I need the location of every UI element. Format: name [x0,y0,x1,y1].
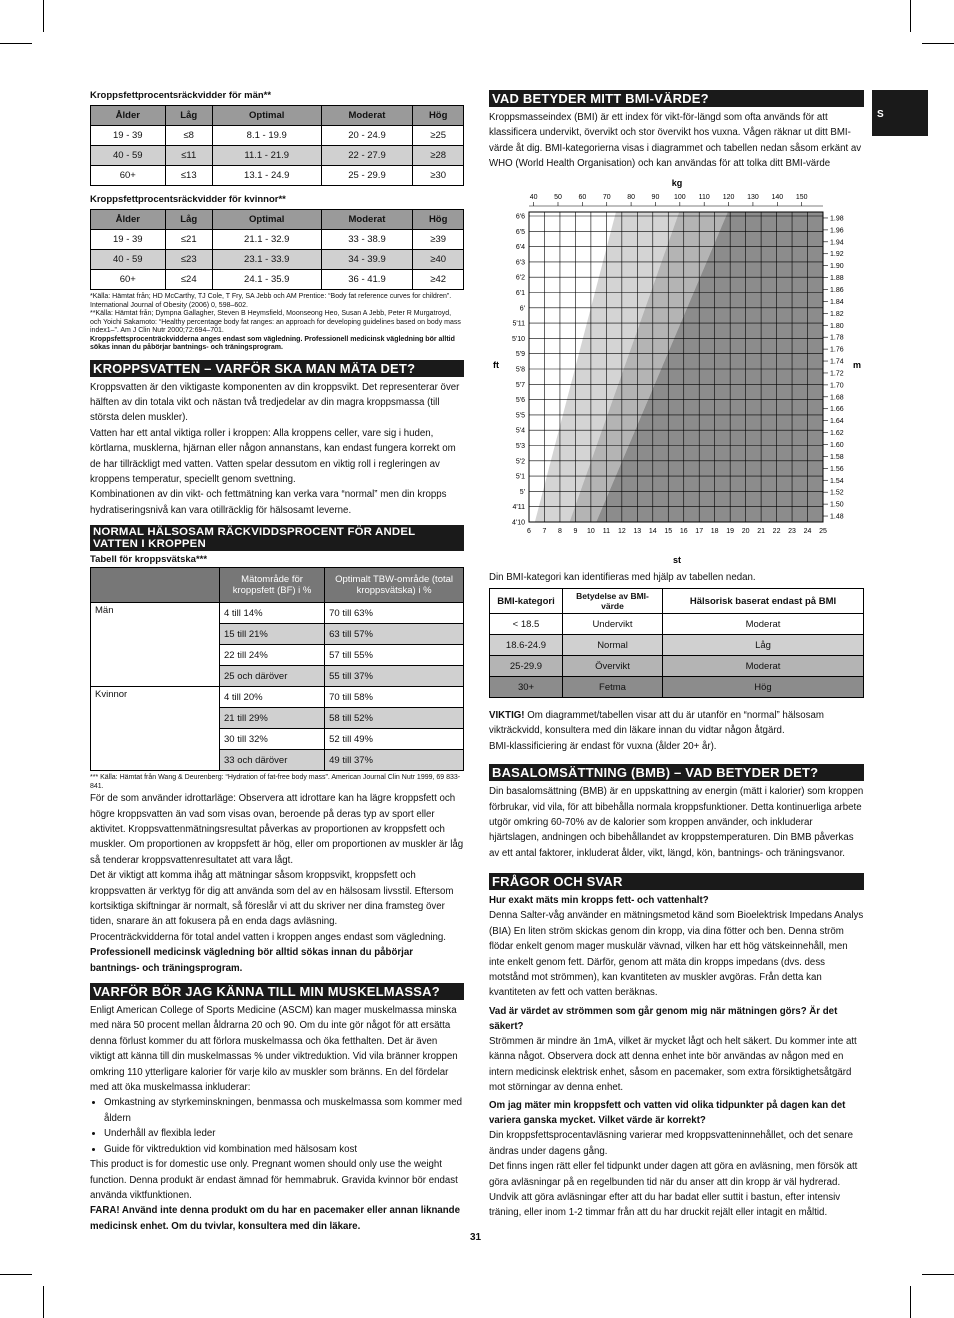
kg-tick-label: 60 [578,193,587,201]
table-cell: 60+ [91,166,166,186]
table-header: Mätområde för kroppsfett (BF) i % [220,568,325,603]
table-header: Hög [413,210,464,230]
m-tick-label: 1.50 [830,501,844,509]
bmi-chart [489,176,864,568]
m-tick-label: 1.88 [830,274,844,282]
kg-tick-label: 130 [747,193,759,201]
ft-tick-label: 5'9 [515,350,525,358]
table-row [91,230,464,250]
table-cell: ≤24 [165,270,212,290]
row-label-women: Kvinnor [91,687,220,771]
table-cell: ≤8 [165,126,212,146]
table-cell: 40 - 59 [91,146,166,166]
table-cell: 52 till 49% [325,729,464,750]
list-item: • Underhåll av flexibla leder [104,1126,464,1141]
paragraph: Din basalomsättning (BMB) är en uppskattning av energin (mätt i kalorier) som kroppen förbrukar, vid vila, för att bibehålla normala kroppsfunktioner. Detta kontinuerliga arbete utgör omkring 60-70% av de kalorier som kroppen använder, och inkluderar hjärtslagen, andningen och bibehållandet av kroppstemperaturen. Din BMB påverkas av ett antal faktorer, inkluderat ålder, vikt, längd, kön, bantnings- och träningsvanor. [489,786,864,859]
table-header: Optimalt TBW-område (total kroppsvätska) i % [325,568,464,603]
table-cell: 34 - 39.9 [321,250,413,270]
table-header [91,568,220,603]
ft-tick-label: 6'5 [515,228,525,236]
table-cell: 55 till 37% [325,666,464,687]
st-tick-label: 13 [633,527,642,535]
table-cell: 19 - 39 [91,126,166,146]
table-row [91,270,464,290]
body-fluid-table [90,567,464,771]
table-cell: 21 till 29% [220,708,325,729]
st-tick-label: 24 [803,527,812,535]
table-cell: Moderat [663,614,864,635]
m-axis-label: m [853,359,862,370]
table-header: Låg [165,210,212,230]
list-item: • Guide för viktreduktion vid kombination med hälsosam kost [104,1142,464,1157]
women-table-caption: Kroppsfettprocentsräckvidder för kvinnor** [90,194,286,205]
m-tick-label: 1.64 [830,417,844,425]
page-number: 31 [470,1232,482,1243]
ft-tick-label: 6' [519,304,525,312]
m-tick-label: 1.76 [830,346,844,354]
ft-tick-label: 5'4 [515,427,525,435]
table-cell: Fetma [563,677,663,698]
table-cell: 4 till 14% [220,603,325,624]
bold-paragraph: Professionell medicinsk vägledning bör alltid sökas innan du påbörjar bantnings- och träningsprogram. [90,947,413,974]
bmi-table [489,588,864,698]
paragraph: This product is for domestic use only. Pregnant women should only use the weight function. Denna produkt är endast ämnad för hemmabruk. Gravida kvinnor bör endast använda viktfunktionen. [90,1159,458,1201]
table-cell: ≤13 [165,166,212,186]
row-label-men: Män [91,603,220,687]
table-row [490,635,864,656]
table-cell: 8.1 - 19.9 [212,126,321,146]
table-cell: ≤21 [165,230,212,250]
language-tab-label: S [877,109,884,120]
men-table-caption: Kroppsfettprocentsräckvidder för män** [90,90,272,101]
ft-tick-label: 6'3 [515,259,525,267]
table-header: Betydelse av BMI-värde [563,589,663,614]
table-cell: 36 - 41.9 [321,270,413,290]
ft-tick-label: 5'2 [515,457,525,465]
crop-mark [0,43,32,44]
table-row [91,126,464,146]
table-cell: 63 till 57% [325,624,464,645]
m-tick-label: 1.58 [830,453,844,461]
table-header: Moderat [321,106,413,126]
ft-tick-label: 6'4 [515,243,525,251]
m-tick-label: 1.56 [830,465,844,473]
table-cell: 57 till 55% [325,645,464,666]
ft-tick-label: 4'10 [511,519,525,527]
paragraph: För de som använder idrottarläge: Observera att idrottare kan ha lägre kroppsfett och högre kroppsvatten än vad som visas ovan, beroende på deras typ av sport eller aktivitet. Kroppsvattenmätningsresultat påverkas av proportionen av kroppsfett och muskler. Om proportionen av kroppsfett är hög, eller om proportionen av muskler är låg så tenderar kroppsvattenresultatet att vara lågt. [90,793,464,866]
paragraph: Enligt American College of Sports Medicine (ASCM) kan mager muskelmassa minska med nära 50 procent mellan åldrarna 20 och 90. Om du inte gör något för att ersätta denna förlust kommer du att förlora muskelmassa och öka fetthalten. Det är även viktigt att känna till din muskelmassas % under viktreduktion. Vid vila bränner kroppen omkring 110 ytterligare kalorier för varje kilo av muskler som bränns. En del fördelar med att öka muskelmassa inkluderar: [90,1005,458,1094]
left-column [90,88,464,1234]
st-tick-label: 6 [527,527,531,535]
kg-tick-label: 140 [771,193,784,201]
m-tick-label: 1.82 [830,310,844,318]
m-tick-label: 1.98 [830,215,844,223]
kg-tick-label: 50 [554,193,562,201]
st-tick-label: 19 [726,527,735,535]
table-header: BMI-kategori [490,589,563,614]
paragraph: Procenträckvidderna för total andel vatten i kroppen anges endast som vägledning. [90,931,446,943]
m-tick-label: 1.54 [830,477,844,485]
kg-tick-label: 90 [651,193,660,201]
table-cell: Undervikt [563,614,663,635]
section-heading: VAD BETYDER MITT BMI-VÄRDE? [489,90,864,107]
faq-answer: Strömmen är mindre än 1mA, vilket är mycket lågt och helt säkert. Du kommer inte att känna något. Observera dock att denna enhet inte bör användas av någon med en intern medicinsk elektrisk enhet, såsom en pacemaker, som extra försiktighetsåtgärd mot störningar av denna enhet. [489,1035,857,1093]
ft-tick-label: 5'1 [515,473,525,481]
table-cell: ≥42 [413,270,464,290]
m-tick-label: 1.96 [830,227,844,235]
paragraph: Kroppsmasseindex (BMI) är ett index för vikt-för-längd som ofta används för att klassificera undervikt, övervikt och stor övervikt hos vuxna. Vågen räknar ut ditt BMI-värde åt dig. BMI-kategorierna visas i diagrammet och tabellen nedan såsom erkänt av WHO (World Health Organisation) och kan användas för att tolka ditt BMI-värde [489,112,862,170]
table-cell: 19 - 39 [91,230,166,250]
st-tick-label: 10 [586,527,595,535]
crop-mark [910,1286,911,1318]
ft-tick-label: 5'3 [515,442,525,450]
ft-tick-label: 5'7 [515,381,525,389]
kg-tick-label: 100 [673,193,686,201]
st-axis-label: st [672,554,682,565]
paragraph: Kombinationen av din vikt- och fettmätning kan verka vara “normal” men din kropps hydratiseringsnivå kan vara otillräcklig för hälsosamt leverne. [90,489,447,516]
ft-tick-label: 5'10 [511,335,525,343]
right-column [489,88,864,1221]
m-tick-label: 1.92 [830,250,844,258]
section-heading: BASALOMSÄTTNING (BMB) – VAD BETYDER DET? [489,764,864,781]
st-tick-label: 17 [695,527,704,535]
st-tick-label: 11 [602,527,611,535]
m-tick-label: 1.66 [830,405,844,413]
ft-tick-label: 4'11 [512,503,525,511]
faq-question: Hur exakt mäts min kropps fett- och vattenhalt? [489,895,709,907]
table-header: Optimal [212,106,321,126]
m-tick-label: 1.62 [830,429,844,437]
m-tick-label: 1.52 [830,489,844,497]
table-header: Ålder [91,210,166,230]
ft-tick-label: 5'6 [515,396,525,404]
table-cell: 11.1 - 21.9 [212,146,321,166]
table-cell: 15 till 21% [220,624,325,645]
table-row [490,614,864,635]
st-tick-label: 7 [542,527,547,535]
table-cell: 21.1 - 32.9 [212,230,321,250]
table-cell: ≥25 [413,126,464,146]
important-text: Om diagrammet/tabellen visar att du är utanför en “normal” hälsosam vikträckvidd, konsultera med din läkare innan du vidtar någon åtgärd. [489,710,824,737]
ft-tick-label: 5' [519,488,525,496]
m-tick-label: 1.86 [830,286,844,294]
kg-tick-label: 120 [722,193,735,201]
table-cell: 30 till 32% [220,729,325,750]
table-header: Hög [413,106,464,126]
women-bodyfat-table [90,209,464,290]
table-cell: 25 - 29.9 [321,166,413,186]
table-cell: Låg [663,635,864,656]
table-row [91,166,464,186]
footnote: *Källa: Hämtat från; HD McCarthy, TJ Cole, T Fry, SA Jebb och AM Prentice: “Body fat reference curves for children”. International Journal of Obesity (2006) 0, 598–602. [90,293,452,309]
kg-tick-label: 150 [795,193,808,201]
paragraph: Kroppsvatten är den viktigaste komponenten av din kroppsvikt. Det representerar över hälften av din totala vikt och nästan två tredjedelar av din magra kroppsmassa (till största delen muskler). [90,381,460,424]
section-heading: NORMAL HÄLSOSAM RÄCKVIDDSPROCENT FÖR ANDEL VATTEN I KROPPEN [90,525,464,551]
st-tick-label: 8 [557,527,562,535]
table-cell: Normal [563,635,663,656]
section-heading: FRÅGOR OCH SVAR [489,873,864,890]
footnote: **Källa: Hämtat från; Dympna Gallagher, Steven B Heymsfield, Moonseong Heo, Susan A Jebb, Peter R Murgatroyd, och Yoichi Sakamoto: “Healthy percentage body fat ranges: an approach for developing guidelines based on body mass index1–”. Am J Clin Nutr 2000;72:694–701. [90,310,461,334]
kg-axis-label: kg [671,177,683,188]
table-cell: 24.1 - 35.9 [212,270,321,290]
ft-tick-label: 5'8 [515,366,525,374]
m-tick-label: 1.80 [830,322,844,330]
crop-mark [43,1286,44,1318]
m-tick-label: 1.68 [830,393,844,401]
men-bodyfat-table [90,105,464,186]
table-cell: 18.6-24.9 [490,635,563,656]
table-cell: 25-29.9 [490,656,563,677]
table-cell: ≥39 [413,230,464,250]
footnote-bold: Kroppsfettsprocenträckvidderna anges endast som vägledning. Professionell medicinsk vägledning bör alltid sökas innan du påbörjar bantnings- och träningsprogram. [90,335,455,351]
m-tick-label: 1.48 [830,513,844,521]
st-tick-label: 20 [741,527,750,535]
faq-answer: Denna Salter-våg använder en mätningsmetod känd som Bioelektrisk Impedans Analys (BIA) En liten ström skickas genom din kropp, via dina fötter och ben. Denna ström flödar enkelt genom mager muskulär vävnad, vilken har ett hög vätskeinnehåll, men inte enkelt genom fett. Därför, genom att mäta din kropps impedans (dvs. dess motstånd mot strömmen), kan kvantiteten av muskler avgöras. Från detta kan kvantiteten av fett och vatten beräknas. [489,910,864,999]
table-cell: 22 till 24% [220,645,325,666]
table-cell: 25 och däröver [220,666,325,687]
fluid-table-caption: Tabell för kroppsvätska*** [90,554,208,566]
table-cell: 20 - 24.9 [321,126,413,146]
m-tick-label: 1.94 [830,238,844,246]
table-cell: 30+ [490,677,563,698]
crop-mark [910,0,911,32]
m-tick-label: 1.84 [830,298,844,306]
section-heading: VARFÖR BÖR JAG KÄNNA TILL MIN MUSKELMASSA? [90,983,464,1000]
table-cell: 60+ [91,270,166,290]
st-tick-label: 21 [757,527,766,535]
table-cell: ≥30 [413,166,464,186]
table-cell: < 18.5 [490,614,563,635]
kg-tick-label: 70 [602,193,611,201]
paragraph: BMI-klassificiering är endast för vuxna (ålder 20+ år). [489,740,717,752]
ft-tick-label: 6'1 [515,289,525,297]
table-row [91,250,464,270]
kg-tick-label: 110 [698,193,710,201]
table-cell: ≤11 [165,146,212,166]
table-row [91,603,464,624]
faq-question: Vad är värdet av strömmen som går genom mig när mätningen görs? Är det säkert? [489,1005,838,1032]
warning-paragraph: FARA! Använd inte denna produkt om du har en pacemaker eller annan liknande medicinsk enhet. Om du tvivlar, konsultera med din läkare. [90,1205,460,1232]
ft-tick-label: 5'11 [512,320,525,328]
table-cell: 13.1 - 24.9 [212,166,321,186]
st-tick-label: 9 [573,527,578,535]
st-tick-label: 16 [679,527,688,535]
table-cell: 4 till 20% [220,687,325,708]
st-tick-label: 14 [648,527,657,535]
table-cell: ≤23 [165,250,212,270]
crop-mark [922,1274,954,1275]
table-header: Optimal [212,210,321,230]
m-tick-label: 1.72 [830,370,844,378]
language-tab [872,90,928,136]
m-tick-label: 1.90 [830,262,844,270]
st-tick-label: 18 [710,527,719,535]
st-tick-label: 12 [617,527,626,535]
crop-mark [922,43,954,44]
benefit-list [90,1095,464,1157]
table-header: Ålder [91,106,166,126]
m-tick-label: 1.74 [830,358,844,366]
table-row [91,146,464,166]
table-cell: ≥40 [413,250,464,270]
paragraph: Din BMI-kategori kan identifieras med hjälp av tabellen nedan. [489,571,756,583]
crop-mark [0,1274,32,1275]
ft-axis-label: ft [493,359,499,370]
st-tick-label: 22 [772,527,781,535]
table-cell: 40 - 59 [91,250,166,270]
m-tick-label: 1.70 [830,382,844,390]
table-cell: ≥28 [413,146,464,166]
table-header: Hälsorisk baserat endast på BMI [663,589,864,614]
ft-tick-label: 6'2 [515,274,525,282]
m-tick-label: 1.60 [830,441,844,449]
table-cell: 33 - 38.9 [321,230,413,250]
table-header: Låg [165,106,212,126]
table-cell: 33 och däröver [220,750,325,771]
kg-tick-label: 80 [627,193,635,201]
faq-answer: Det finns ingen rätt eller fel tidpunkt under dagen att göra en avläsning, men försök att göra avläsningar på en regelbunden tid när du anser att din kropp är väl hydrerad. Undvik att göra avläsningar efter att du har badat eller suttit i bastun, efter intensiv träning, eller inom 1-2 timmar från att du har druckit rejält eller intagit en måltid. [489,1161,858,1219]
ft-tick-label: 5'5 [515,412,525,420]
table-row [490,656,864,677]
section-heading: KROPPSVATTEN – VARFÖR SKA MAN MÄTA DET? [90,360,464,377]
table-cell: 49 till 37% [325,750,464,771]
faq-question: Om jag mäter min kroppsfett och vatten vid olika tidpunkter på dagen kan det variera ganska mycket. Vilket värde är korrekt? [489,1100,846,1127]
footnote: *** Källa: Hämtat från Wang & Deurenberg: “Hydration of fat-free body mass”. American Journal Clin Nutr 1999, 69 833-841. [90,774,461,790]
table-cell: 70 till 63% [325,603,464,624]
table-header: Moderat [321,210,413,230]
table-row [91,687,464,708]
table-cell: Övervikt [563,656,663,677]
paragraph: Vatten har ett antal viktiga roller i kroppen: Alla kroppens celler, vare sig i huden, körtlarna, musklerna, hjärnan eller någon annanstans, kan endast fungera korrekt om de har tillräckligt med vatten. Vatten spelar dessutom en viktig roll i regleringen av kroppens temperatur, speciellt genom svettning. [90,427,456,485]
table-cell: Hög [663,677,864,698]
list-item: • Omkastning av styrkeminskningen, benmassa och muskelmassa som kommer med åldern [104,1095,464,1126]
kg-tick-label: 40 [529,193,538,201]
paragraph: Det är viktigt att komma ihåg att mätningar såsom kroppsvikt, kroppsfett och kroppsvatten är verktyg för dig att använda som del av en hälsosam livsstil. Eftersom kortsiktiga skiftningar är normalt, så föreslår vi att du skriver ner dina framsteg över tiden, snarare än att fokusera på en enda dags avläsning. [90,870,454,928]
table-cell: Moderat [663,656,864,677]
table-cell: 58 till 52% [325,708,464,729]
m-tick-label: 1.78 [830,334,844,342]
table-row [490,677,864,698]
table-cell: 23.1 - 33.9 [212,250,321,270]
st-tick-label: 23 [788,527,796,535]
table-cell: 22 - 27.9 [321,146,413,166]
st-tick-label: 15 [664,527,673,535]
important-label: VIKTIG! [489,710,525,722]
ft-tick-label: 6'6 [515,213,525,221]
table-cell: 70 till 58% [325,687,464,708]
st-tick-label: 25 [819,527,827,535]
crop-mark [43,0,44,32]
faq-answer: Din kroppsfettsprocentavläsning varierar med kroppsvatteninnehållet, och det senare ändras under dagens gång. [489,1130,854,1157]
